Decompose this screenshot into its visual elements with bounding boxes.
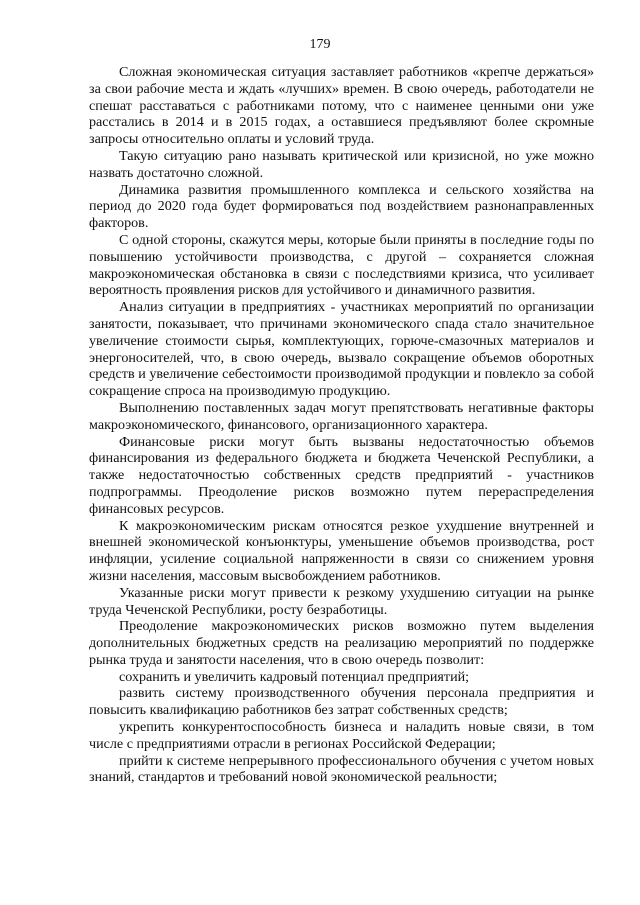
paragraph: Указанные риски могут привести к резкому ухудшению ситуации на рынке труда Чеченской Республики, росту безработицы.	[89, 584, 594, 618]
paragraph: К макроэкономическим рискам относятся резкое ухудшение внутренней и внешней экономической конъюнктуры, уменьшение объемов производства, рост инфляции, усиление социальной напряженности в связи со снижением уровня жизни населения, массовым высвобождением работников.	[89, 517, 594, 584]
paragraph: Финансовые риски могут быть вызваны недостаточностью объемов финансирования из федерального бюджета и бюджета Чеченской Республики, а также недостаточностью собственных средств предприятий - участников подпрограммы. Преодоление рисков возможно путем перераспределения финансовых ресурсов.	[89, 433, 594, 517]
list-item: развить систему производственного обучения персонала предприятия и повысить квалификацию работников без затрат собственных средств;	[89, 685, 594, 719]
paragraph: С одной стороны, скажутся меры, которые были приняты в последние годы по повышению устойчивости производства, с другой – сохраняется сложная макроэкономическая обстановка в связи с последствиями кризиса, что усиливает вероятность проявления рисков для устойчивого и динамичного развития.	[89, 231, 594, 299]
paragraph: Сложная экономическая ситуация заставляет работников «крепче держаться» за свои рабочие места и ждать «лучших» времен. В свою очередь, работодатели не спешат расставаться с работниками потому, что с наименее ценными они уже расстались в 2014 и в 2015 годах, а оставшиеся предъявляют более скромные запросы относительно оплаты и условий труда.	[89, 64, 594, 148]
list-item: укрепить конкурентоспособность бизнеса и наладить новые связи, в том числе с предприятиями отрасли в регионах Российской Федерации;	[89, 719, 594, 752]
paragraph: Динамика развития промышленного комплекса и сельского хозяйства на период до 2020 года будет формироваться под воздействием разнонаправленных факторов.	[89, 181, 594, 232]
page-body	[89, 64, 594, 786]
paragraph: Такую ситуацию рано называть критической или кризисной, но уже можно назвать достаточно сложной.	[89, 147, 594, 181]
paragraph: Анализ ситуации в предприятиях - участниках мероприятий по организации занятости, показывает, что причинами экономического спада стало значительное увеличение стоимости сырья, комплектующих, горюче-смазочных материалов и энергоносителей, что, в свою очередь, вызвало сокращение объемов оборотных средств и увеличение себестоимости производимой продукции и повлекло за собой сокращение спроса на производимую продукцию.	[89, 299, 594, 400]
paragraph: Выполнению поставленных задач могут препятствовать негативные факторы макроэкономического, финансового, организационного характера.	[89, 399, 594, 433]
list-item: сохранить и увеличить кадровый потенциал предприятий;	[119, 668, 470, 685]
paragraph: Преодоление макроэкономических рисков возможно путем выделения дополнительных бюджетных средств на реализацию мероприятий по поддержке рынка труда и занятости населения, что в свою очередь позволит:	[89, 618, 594, 668]
list-item: прийти к системе непрерывного профессионального обучения с учетом новых знаний, стандартов и требований новой экономической реальности;	[89, 752, 594, 786]
page-number: 179	[309, 37, 331, 52]
